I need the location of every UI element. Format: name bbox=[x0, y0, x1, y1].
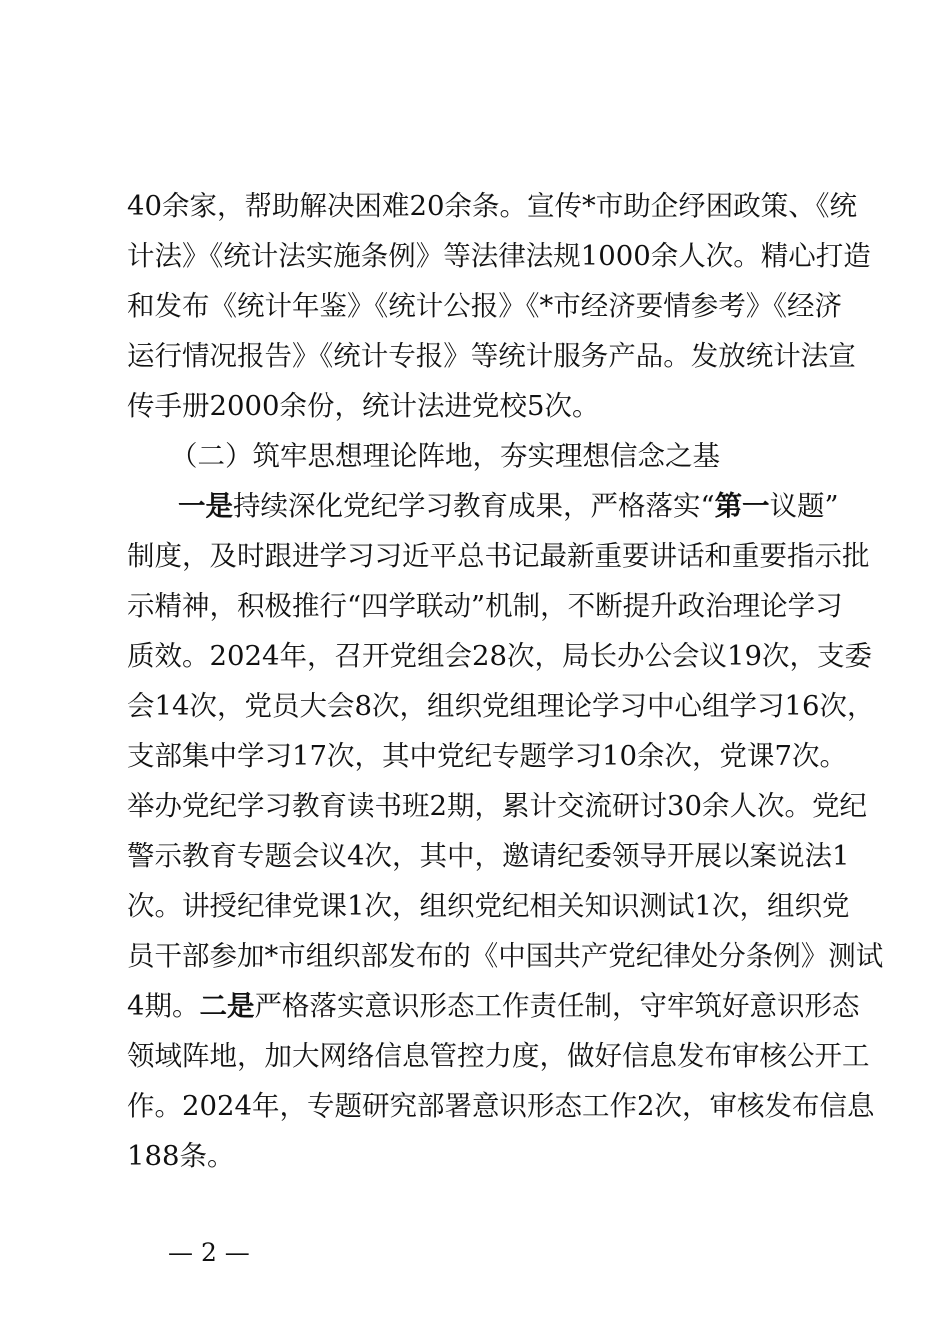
text-line: 作。2024年，专题研究部署意识形态工作2次，审核发布信息 bbox=[127, 1090, 875, 1122]
text-span: 议题” bbox=[769, 490, 839, 522]
text-line: 188条。 bbox=[127, 1140, 235, 1172]
bold-lead: 二是 bbox=[199, 990, 255, 1022]
text-line: 制度，及时跟进学习习近平总书记最新重要讲话和重要指示批 bbox=[127, 540, 870, 572]
section-heading: （二）筑牢思想理论阵地，夯实理想信念之基 bbox=[170, 440, 720, 472]
page-number: — 2 — bbox=[168, 1238, 250, 1267]
bold-term: 第一 bbox=[714, 490, 770, 522]
bold-lead: 一是 bbox=[178, 490, 233, 522]
text-line: 次。讲授纪律党课1次，组织党纪相关知识测试1次，组织党 bbox=[127, 890, 850, 922]
text-span: 严格落实意识形态工作责任制，守牢筑好意识形态 bbox=[254, 990, 860, 1022]
text-line: 示精神，积极推行“四学联动”机制，不断提升政治理论学习 bbox=[127, 590, 843, 622]
text-line: 传手册2000余份，统计法进党校5次。 bbox=[127, 390, 600, 422]
text-span: 4期。 bbox=[127, 990, 200, 1022]
text-span: 持续深化党纪学习教育成果，严格落实“ bbox=[233, 490, 715, 522]
text-line bbox=[178, 488, 839, 524]
text-line: 计法》《统计法实施条例》等法律法规1000余人次。精心打造 bbox=[127, 240, 871, 272]
text-line: 领域阵地，加大网络信息管控力度，做好信息发布审核公开工 bbox=[127, 1040, 870, 1072]
text-line: 举办党纪学习教育读书班2期，累计交流研讨30余人次。党纪 bbox=[127, 790, 867, 822]
text-line: 运行情况报告》《统计专报》等统计服务产品。发放统计法宣 bbox=[127, 340, 856, 372]
text-line bbox=[127, 988, 860, 1024]
text-line: 支部集中学习17次，其中党纪专题学习10余次，党课7次。 bbox=[127, 740, 847, 772]
text-line: 员干部参加*市组织部发布的《中国共产党纪律处分条例》测试 bbox=[127, 940, 884, 972]
text-line: 警示教育专题会议4次，其中，邀请纪委领导开展以案说法1 bbox=[127, 840, 850, 872]
text-line: 40余家，帮助解决困难20余条。宣传*市助企纾困政策、《统 bbox=[127, 190, 857, 222]
text-line: 和发布《统计年鉴》《统计公报》《*市经济要情参考》《经济 bbox=[127, 290, 842, 322]
text-line: 质效。2024年，召开党组会28次，局长办公会议19次，支委 bbox=[127, 640, 872, 672]
text-line: 会14次，党员大会8次，组织党组理论学习中心组学习16次， bbox=[127, 690, 875, 722]
